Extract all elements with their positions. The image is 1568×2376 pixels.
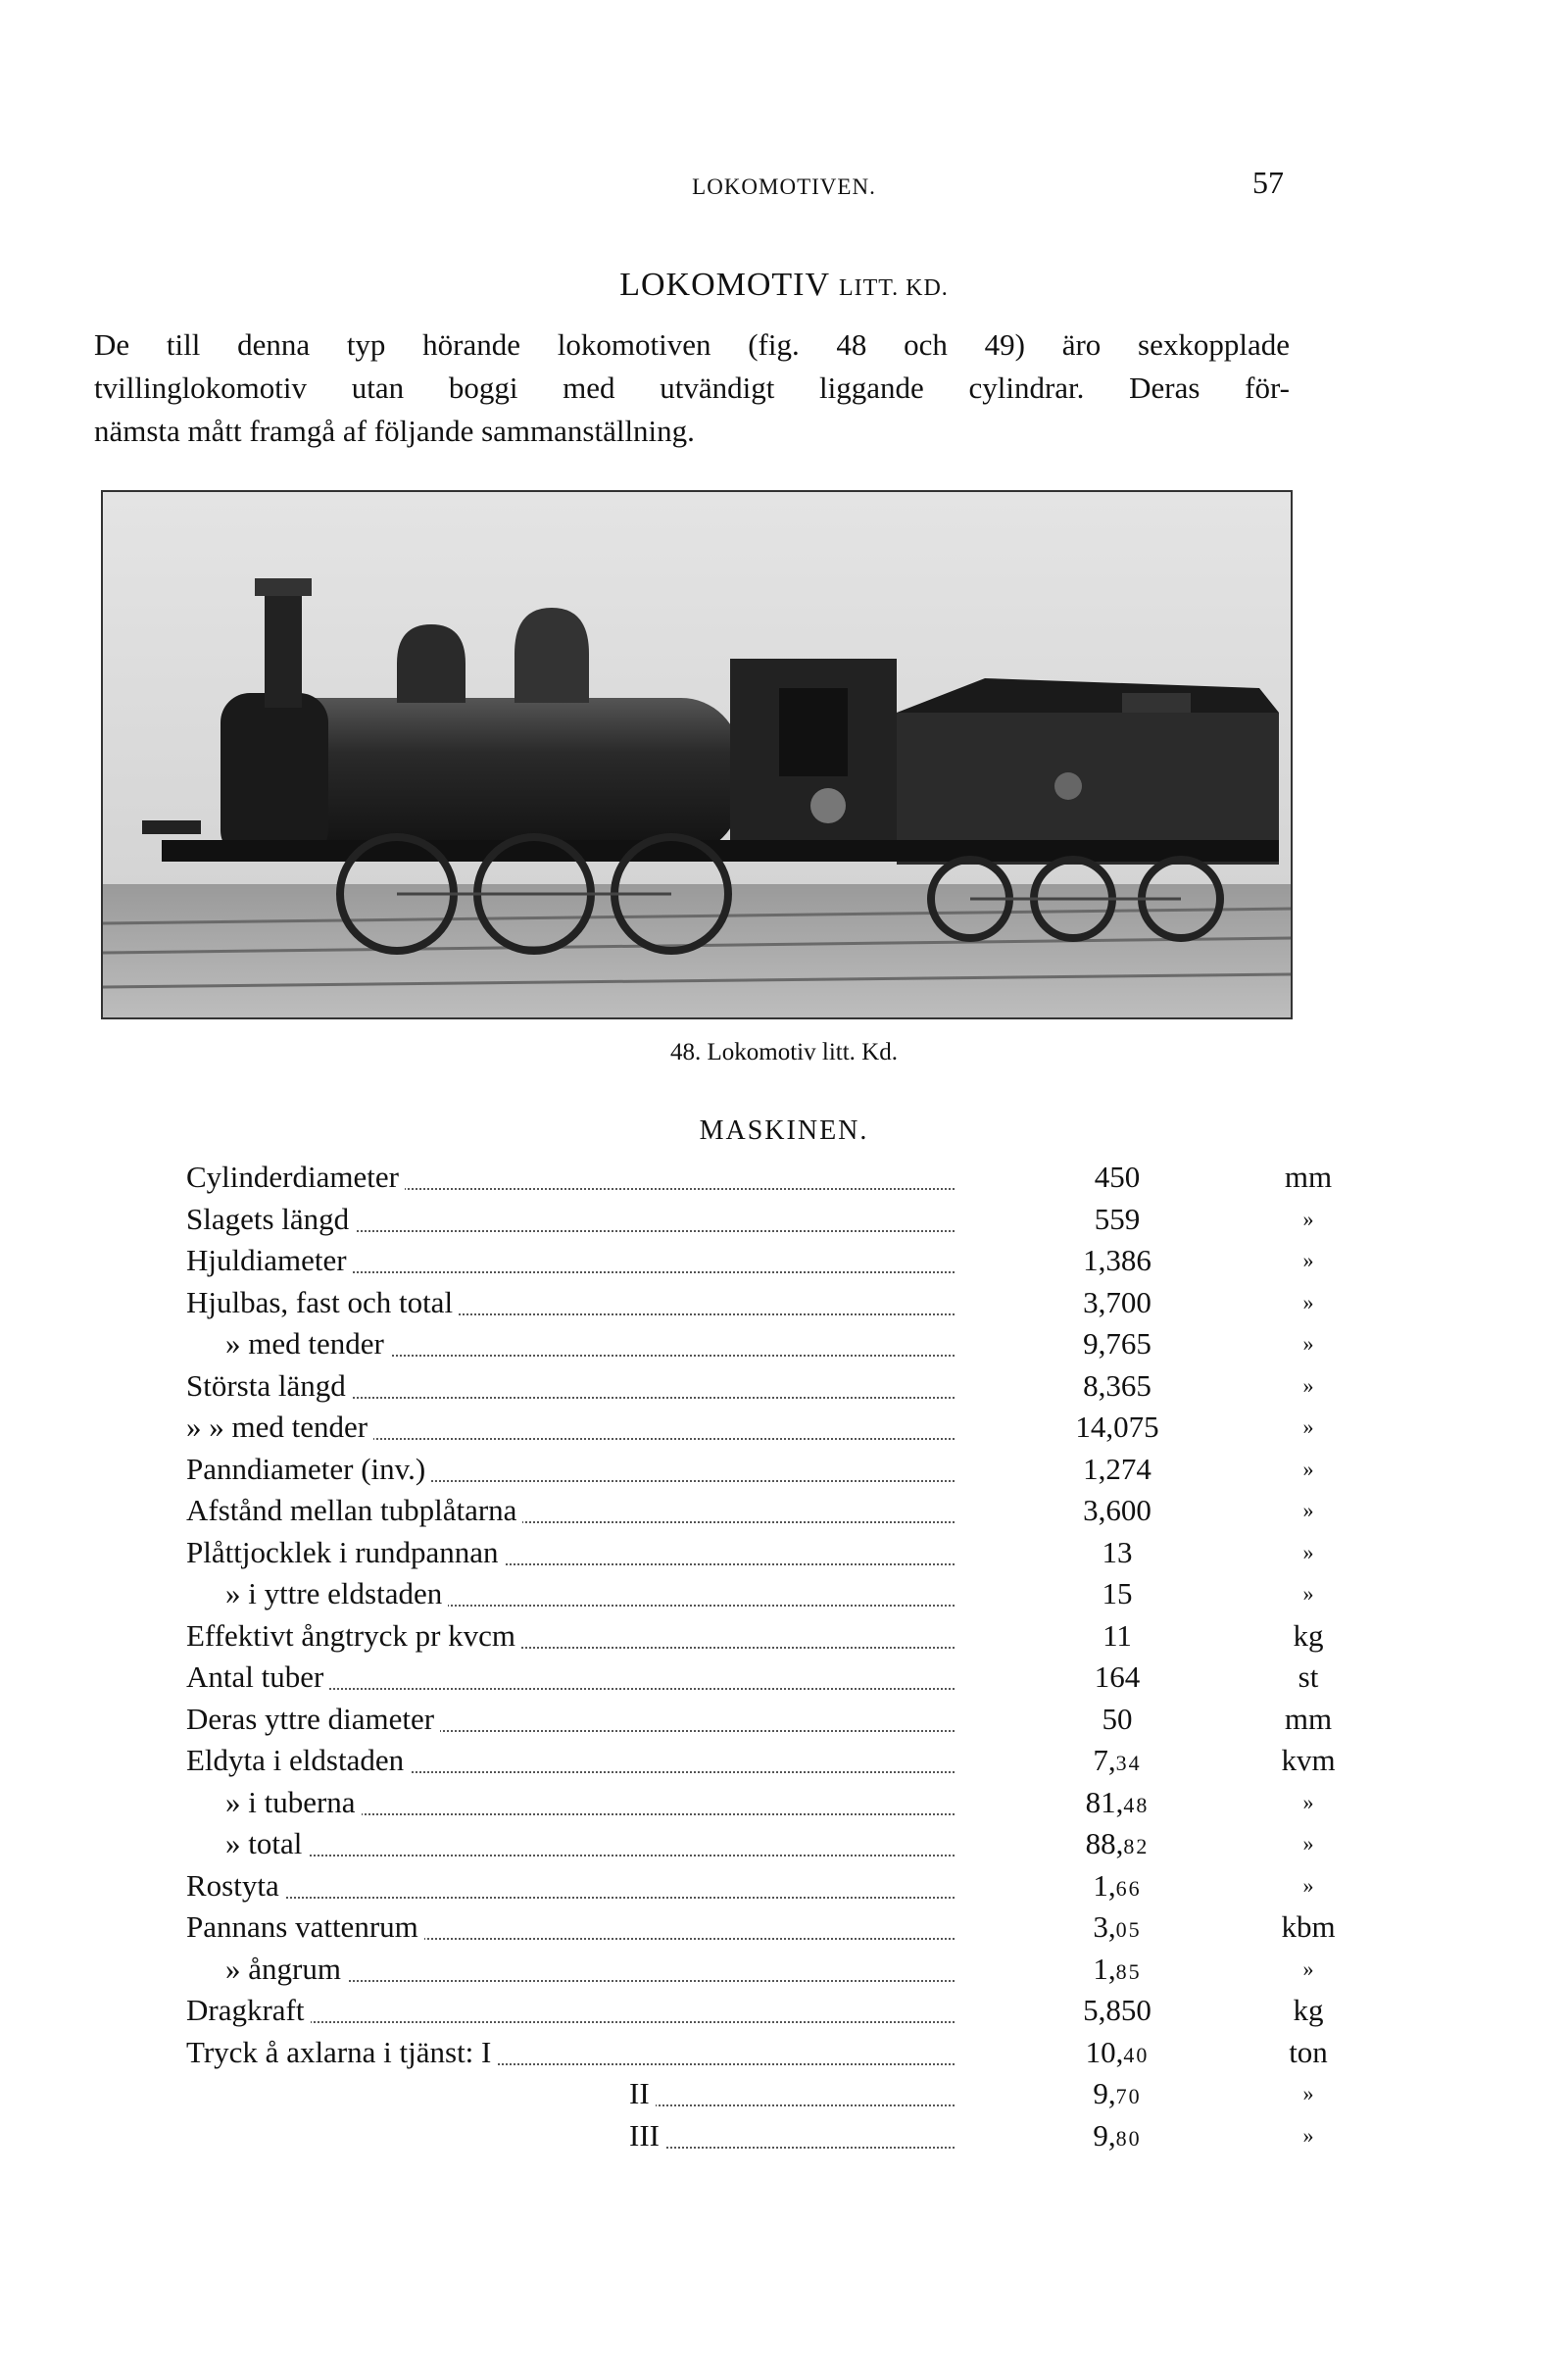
spec-value — [960, 1782, 1274, 1826]
dot-leader — [196, 1895, 955, 1899]
spec-unit: » — [1302, 2081, 1314, 2105]
spec-row — [186, 1532, 1314, 1574]
spec-row — [186, 1199, 1314, 1241]
spec-label: » i yttre eldstaden — [225, 1573, 448, 1614]
spec-row — [186, 1240, 1314, 1282]
spec-label: Rostyta — [186, 1865, 285, 1906]
spec-label: Hjulbas, fast och total — [186, 1282, 459, 1323]
spec-value — [960, 2073, 1274, 2117]
spec-row — [186, 1906, 1336, 1949]
spec-value: 3,700 — [960, 1282, 1274, 1323]
spec-label: Dragkraft — [186, 1990, 311, 2031]
spec-row — [186, 1323, 1314, 1365]
spec-value-decimal: 34 — [1115, 1751, 1142, 1775]
intro-line: tvillinglokomotiv utan boggi med utvändigt liggande cylindrar. Deras för- — [94, 371, 1290, 405]
spec-label: Cylinderdiameter — [186, 1157, 405, 1198]
spec-value-integer: 10, — [1085, 2034, 1124, 2069]
spec-value: 50 — [960, 1699, 1274, 1740]
spec-unit: » — [1302, 1331, 1314, 1356]
spec-unit: » — [1302, 1831, 1314, 1856]
spec-label: Slagets längd — [186, 1199, 355, 1240]
section-title — [0, 267, 1568, 304]
spec-row — [186, 2032, 1328, 2074]
spec-value: 1,274 — [960, 1449, 1274, 1490]
spec-unit: kvm — [1281, 1743, 1336, 1777]
spec-label: » ångrum — [225, 1949, 347, 1990]
spec-value: 14,075 — [960, 1407, 1274, 1448]
spec-unit: kg — [1293, 1993, 1324, 2027]
spec-value — [960, 1906, 1274, 1951]
spec-row — [186, 1157, 1333, 1199]
spec-value: 5,850 — [960, 1990, 1274, 2031]
spec-row — [186, 1573, 1314, 1615]
spec-unit: ton — [1289, 2034, 1328, 2069]
spec-value: 559 — [960, 1199, 1274, 1240]
spec-row — [186, 1365, 1314, 1408]
page-number: 57 — [1252, 165, 1284, 200]
spec-value-decimal: 70 — [1115, 2084, 1142, 2108]
section-title-main: LOKOMOTIV — [619, 267, 839, 303]
spec-value-integer: 1, — [1093, 1951, 1116, 1986]
spec-label: Panndiameter (inv.) — [186, 1449, 431, 1490]
running-head — [0, 165, 1568, 204]
spec-row — [186, 1782, 1314, 1824]
spec-label: Plåttjocklek i rundpannan — [186, 1532, 505, 1573]
spec-value: 9,765 — [960, 1323, 1274, 1364]
locomotive-photograph — [101, 490, 1293, 1019]
spec-row — [186, 1865, 1314, 1907]
spec-unit: mm — [1284, 1160, 1333, 1194]
spec-unit: » — [1302, 1955, 1314, 1981]
spec-unit: » — [1302, 1498, 1314, 1522]
spec-row — [186, 1490, 1314, 1532]
spec-label: » i tuberna — [225, 1782, 362, 1823]
spec-value: 13 — [960, 1532, 1274, 1573]
spec-unit: mm — [1284, 1701, 1333, 1736]
spec-unit: kbm — [1281, 1909, 1336, 1944]
spec-value: 3,600 — [960, 1490, 1274, 1531]
spec-value-integer: 81, — [1085, 1784, 1124, 1819]
spec-value — [960, 2032, 1274, 2076]
intro-line: nämsta mått framgå af följande sammanställning. — [94, 414, 695, 448]
spec-value — [960, 2115, 1274, 2159]
spec-unit: » — [1302, 1789, 1314, 1814]
spec-value-decimal: 82 — [1123, 1834, 1150, 1858]
spec-unit: st — [1298, 1659, 1319, 1694]
spec-label: Hjuldiameter — [186, 1240, 353, 1281]
spec-unit: » — [1302, 1456, 1314, 1481]
locomotive-illustration — [103, 492, 1291, 1017]
spec-value-integer: 1, — [1093, 1867, 1116, 1903]
spec-unit: » — [1302, 1539, 1314, 1564]
spec-label: Effektivt ångtryck pr kvcm — [186, 1615, 521, 1657]
spec-unit: » — [1302, 1414, 1314, 1439]
spec-unit: » — [1302, 1289, 1314, 1314]
spec-label: Afstånd mellan tubplåtarna — [186, 1490, 522, 1531]
spec-label: Eldyta i eldstaden — [186, 1740, 410, 1781]
spec-value: 11 — [960, 1615, 1274, 1657]
intro-line: De till denna typ hörande lokomotiven (fig. 48 och 49) äro sexkopplade — [94, 327, 1290, 362]
spec-row — [186, 1699, 1333, 1741]
spec-label: » » med tender — [186, 1407, 373, 1448]
spec-row — [186, 1740, 1336, 1782]
running-head-title: LOKOMOTIVEN. — [692, 174, 876, 199]
spec-unit: » — [1302, 1248, 1314, 1272]
spec-value-integer: 88, — [1085, 1826, 1124, 1860]
spec-unit: » — [1302, 2122, 1314, 2148]
dot-leader — [235, 1853, 955, 1856]
spec-value-decimal: 40 — [1123, 2042, 1150, 2067]
spec-label: Största längd — [186, 1365, 352, 1407]
spec-label: Antal tuber — [186, 1657, 329, 1698]
spec-label: » med tender — [225, 1323, 390, 1364]
figure-caption: 48. Lokomotiv litt. Kd. — [670, 1039, 898, 1065]
spec-value-integer: 9, — [1093, 2117, 1116, 2153]
spec-row — [186, 1615, 1324, 1658]
spec-unit: » — [1302, 1581, 1314, 1606]
spec-value-decimal: 80 — [1115, 2125, 1142, 2151]
spec-row — [186, 2073, 1314, 2115]
spec-label: Deras yttre diameter — [186, 1699, 440, 1740]
spec-row — [186, 1990, 1324, 2032]
spec-value-integer: 3, — [1093, 1909, 1116, 1944]
spec-value-decimal: 85 — [1115, 1958, 1142, 1984]
spec-value-decimal: 66 — [1115, 1875, 1142, 1901]
spec-row — [186, 1949, 1314, 1991]
spec-value: 164 — [960, 1657, 1274, 1698]
spec-row — [186, 1407, 1314, 1449]
spec-unit: » — [1302, 1872, 1314, 1898]
spec-unit: » — [1302, 1372, 1314, 1398]
spec-row — [186, 1449, 1314, 1491]
spec-value — [960, 1865, 1274, 1909]
intro-paragraph — [94, 323, 1290, 453]
spec-value: 8,365 — [960, 1365, 1274, 1407]
spec-value-integer: 7, — [1093, 1743, 1116, 1777]
spec-value: 1,386 — [960, 1240, 1274, 1281]
spec-row — [186, 1823, 1314, 1865]
spec-value-decimal: 48 — [1123, 1792, 1150, 1817]
dot-leader — [639, 2145, 955, 2149]
spec-value — [960, 1740, 1274, 1784]
spec-value — [960, 1949, 1274, 1993]
spec-label: Tryck å axlarna i tjänst: I — [186, 2032, 497, 2073]
dot-leader — [639, 2103, 955, 2106]
spec-label: » total — [225, 1823, 308, 1864]
spec-value: 15 — [960, 1573, 1274, 1614]
spec-row — [186, 2115, 1314, 2157]
spec-row — [186, 1282, 1314, 1324]
spec-label: II — [629, 2073, 656, 2114]
table-heading: MASKINEN. — [699, 1115, 869, 1146]
section-title-designation: LITT. KD. — [838, 275, 949, 301]
spec-value — [960, 1823, 1274, 1867]
spec-row — [186, 1657, 1319, 1699]
spec-table — [186, 1157, 1336, 2156]
spec-value-integer: 9, — [1093, 2076, 1116, 2110]
spec-value: 450 — [960, 1157, 1274, 1198]
spec-value-decimal: 05 — [1115, 1917, 1142, 1942]
spec-unit: » — [1302, 1206, 1314, 1231]
spec-label: III — [629, 2115, 665, 2156]
spec-label: Pannans vattenrum — [186, 1906, 424, 1948]
spec-unit: kg — [1293, 1617, 1324, 1653]
